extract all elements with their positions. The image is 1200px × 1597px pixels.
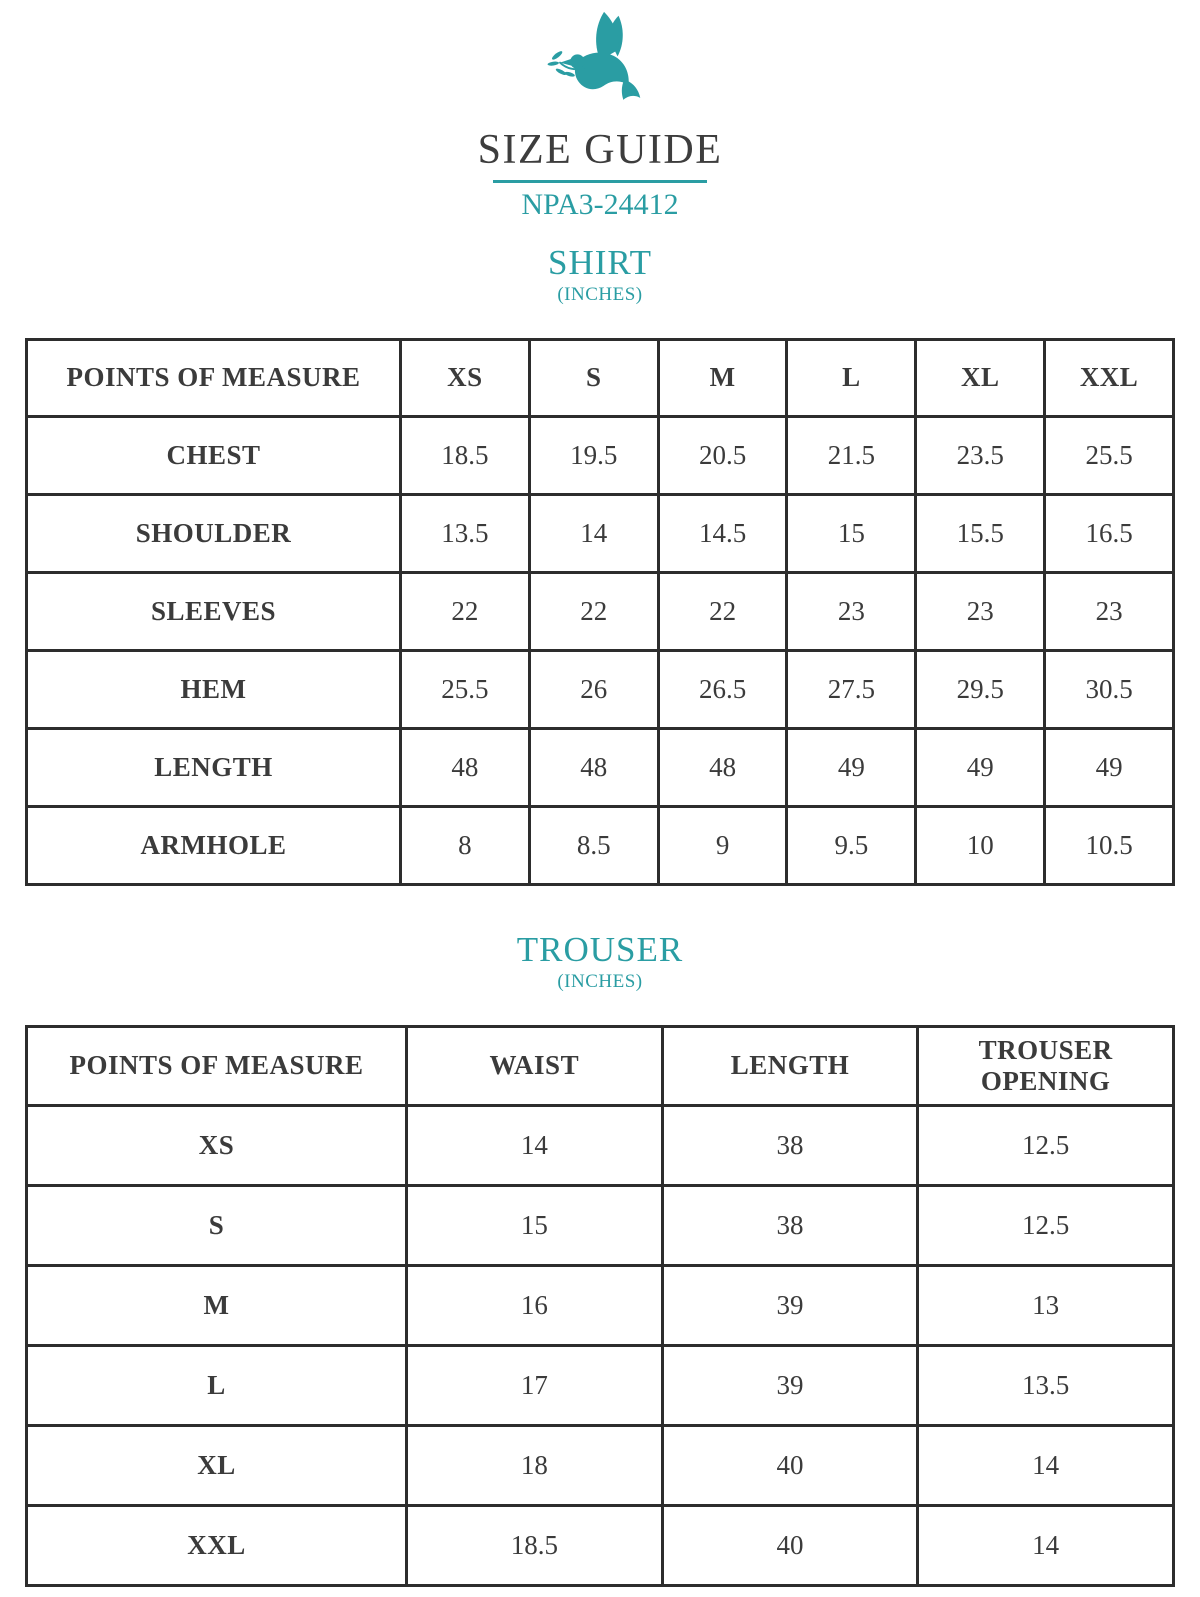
cell: 49 — [1045, 728, 1174, 806]
column-header-points-of-measure: POINTS OF MEASURE — [27, 339, 401, 416]
cell: 12.5 — [918, 1185, 1174, 1265]
column-header-length: LENGTH — [662, 1026, 918, 1105]
table-row-xxl — [27, 1505, 1174, 1585]
page-title: SIZE GUIDE — [477, 127, 723, 173]
cell: 23 — [787, 572, 916, 650]
trouser-header-row — [27, 1026, 1174, 1105]
cell: 14 — [407, 1105, 663, 1185]
cell: 15 — [407, 1185, 663, 1265]
cell: 17 — [407, 1345, 663, 1425]
cell: 10.5 — [1045, 806, 1174, 884]
cell: 39 — [662, 1265, 918, 1345]
cell: 14 — [918, 1505, 1174, 1585]
row-label: CHEST — [27, 416, 401, 494]
cell: 19.5 — [529, 416, 658, 494]
row-label: HEM — [27, 650, 401, 728]
cell: 26 — [529, 650, 658, 728]
dove-logo-icon — [0, 8, 1200, 126]
cell: 15 — [787, 494, 916, 572]
cell: 40 — [662, 1425, 918, 1505]
table-row-xl — [27, 1425, 1174, 1505]
row-label: LENGTH — [27, 728, 401, 806]
cell: 23.5 — [916, 416, 1045, 494]
cell: 10 — [916, 806, 1045, 884]
row-label: SHOULDER — [27, 494, 401, 572]
table-row-shoulder — [27, 494, 1174, 572]
cell: 21.5 — [787, 416, 916, 494]
table-row-m — [27, 1265, 1174, 1345]
column-header-points-of-measure: POINTS OF MEASURE — [27, 1026, 407, 1105]
trouser-size-table — [25, 1025, 1175, 1587]
row-label: SLEEVES — [27, 572, 401, 650]
shirt-section-heading — [0, 242, 1200, 305]
table-row-xs — [27, 1105, 1174, 1185]
cell: 16.5 — [1045, 494, 1174, 572]
cell: 18.5 — [401, 416, 530, 494]
cell: 26.5 — [658, 650, 787, 728]
row-label: M — [27, 1265, 407, 1345]
column-header-trouser-opening: TROUSER OPENING — [918, 1026, 1174, 1105]
column-header-m: M — [658, 339, 787, 416]
title-underline — [493, 180, 707, 183]
product-code: NPA3-24412 — [521, 188, 679, 222]
cell: 9.5 — [787, 806, 916, 884]
cell: 12.5 — [918, 1105, 1174, 1185]
cell: 38 — [662, 1105, 918, 1185]
trouser-section-heading — [0, 929, 1200, 992]
cell: 38 — [662, 1185, 918, 1265]
cell: 30.5 — [1045, 650, 1174, 728]
row-label: XS — [27, 1105, 407, 1185]
cell: 48 — [401, 728, 530, 806]
cell: 18 — [407, 1425, 663, 1505]
table-row-hem — [27, 650, 1174, 728]
cell: 49 — [916, 728, 1045, 806]
cell: 13 — [918, 1265, 1174, 1345]
cell: 16 — [407, 1265, 663, 1345]
row-label: ARMHOLE — [27, 806, 401, 884]
cell: 27.5 — [787, 650, 916, 728]
cell: 22 — [401, 572, 530, 650]
cell: 39 — [662, 1345, 918, 1425]
column-header-s: S — [529, 339, 658, 416]
column-header-xxl: XXL — [1045, 339, 1174, 416]
cell: 25.5 — [1045, 416, 1174, 494]
cell: 14 — [918, 1425, 1174, 1505]
cell: 14.5 — [658, 494, 787, 572]
column-header-xl: XL — [916, 339, 1045, 416]
table-row-s — [27, 1185, 1174, 1265]
trouser-title: TROUSER — [516, 929, 684, 969]
row-label: L — [27, 1345, 407, 1425]
cell: 15.5 — [916, 494, 1045, 572]
shirt-unit-label: (INCHES) — [557, 283, 643, 305]
cell: 48 — [658, 728, 787, 806]
table-row-length — [27, 728, 1174, 806]
row-label: XXL — [27, 1505, 407, 1585]
cell: 25.5 — [401, 650, 530, 728]
cell: 8.5 — [529, 806, 658, 884]
cell: 14 — [529, 494, 658, 572]
table-row-armhole — [27, 806, 1174, 884]
cell: 40 — [662, 1505, 918, 1585]
cell: 23 — [916, 572, 1045, 650]
cell: 22 — [658, 572, 787, 650]
cell: 22 — [529, 572, 658, 650]
shirt-size-table — [25, 338, 1175, 886]
cell: 13.5 — [401, 494, 530, 572]
table-row-sleeves — [27, 572, 1174, 650]
column-header-waist: WAIST — [407, 1026, 663, 1105]
row-label: S — [27, 1185, 407, 1265]
cell: 29.5 — [916, 650, 1045, 728]
brand-header — [0, 8, 1200, 221]
column-header-xs: XS — [401, 339, 530, 416]
table-row-chest — [27, 416, 1174, 494]
cell: 8 — [401, 806, 530, 884]
shirt-header-row — [27, 339, 1174, 416]
table-row-l — [27, 1345, 1174, 1425]
cell: 20.5 — [658, 416, 787, 494]
trouser-unit-label: (INCHES) — [557, 970, 643, 992]
cell: 13.5 — [918, 1345, 1174, 1425]
column-header-l: L — [787, 339, 916, 416]
cell: 18.5 — [407, 1505, 663, 1585]
cell: 49 — [787, 728, 916, 806]
cell: 23 — [1045, 572, 1174, 650]
row-label: XL — [27, 1425, 407, 1505]
shirt-title: SHIRT — [547, 242, 653, 282]
cell: 9 — [658, 806, 787, 884]
cell: 48 — [529, 728, 658, 806]
